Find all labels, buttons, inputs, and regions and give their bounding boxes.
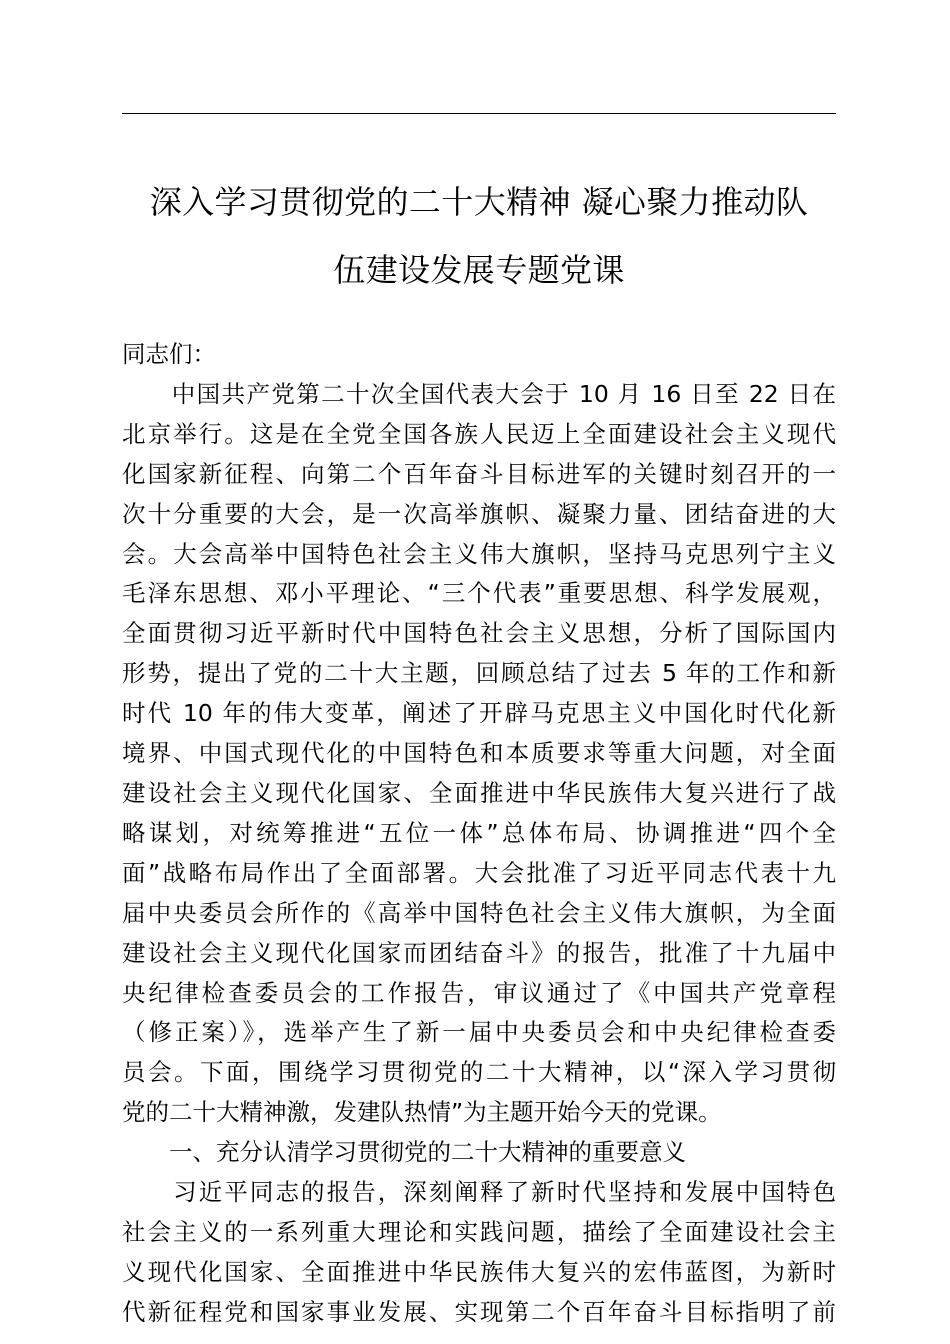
body-line: （修正案）》，选举产生了新一届中央委员会和中央纪律检查委	[122, 1018, 836, 1047]
body-line: 党的二十大精神激，发建队热情”为主题开始今天的党课。	[122, 1098, 722, 1127]
body-line: 员会。下面，围绕学习贯彻党的二十大精神，以“深入学习贯彻	[122, 1058, 836, 1087]
body-line: 建设社会主义现代化国家、全面推进中华民族伟大复兴进行了战	[122, 778, 836, 807]
body-line: 形势，提出了党的二十大主题，回顾总结了过去 5 年的工作和新	[122, 659, 836, 688]
body-line: 次十分重要的大会，是一次高举旗帜、凝聚力量、团结奋进的大	[122, 499, 836, 528]
body-line: 化国家新征程、向第二个百年奋斗目标进军的关键时刻召开的一	[122, 459, 836, 488]
document-body	[122, 335, 842, 1333]
body-line: 央纪律检查委员会的工作报告，审议通过了《中国共产党章程	[122, 978, 836, 1007]
body-line: 略谋划，对统筹推进“五位一体”总体布局、协调推进“四个全	[122, 818, 836, 847]
salutation: 同志们：	[122, 340, 216, 368]
body-line: 时代 10 年的伟大变革，阐述了开辟马克思主义中国化时代化新	[122, 699, 836, 728]
body-line: 毛泽东思想、邓小平理论、“三个代表”重要思想、科学发展观，	[122, 579, 836, 608]
body-line: 建设社会主义现代化国家而团结奋斗》的报告，批准了十九届中	[122, 938, 836, 967]
body-line: 北京举行。这是在全党全国各族人民迈上全面建设社会主义现代	[122, 419, 836, 448]
section-heading: 一、充分认清学习贯彻党的二十大精神的重要意义	[122, 1138, 686, 1167]
body-line: 习近平同志的报告，深刻阐释了新时代坚持和发展中国特色	[122, 1178, 836, 1207]
header-rule	[122, 113, 836, 114]
body-line: 社会主义的一系列重大理论和实践问题，描绘了全面建设社会主	[122, 1217, 836, 1246]
body-line: 届中央委员会所作的《高举中国特色社会主义伟大旗帜，为全面	[122, 898, 836, 927]
title-line: 伍建设发展专题党课	[333, 251, 625, 289]
document-title	[122, 168, 836, 304]
body-line: 境界、中国式现代化的中国特色和本质要求等重大问题，对全面	[122, 739, 836, 768]
body-line: 义现代化国家、全面推进中华民族伟大复兴的宏伟蓝图，为新时	[122, 1257, 836, 1286]
body-line: 代新征程党和国家事业发展、实现第二个百年奋斗目标指明了前	[122, 1297, 836, 1326]
body-line: 中国共产党第二十次全国代表大会于 10 月 16 日至 22 日在	[122, 379, 836, 408]
body-line: 面”战略布局作出了全面部署。大会批准了习近平同志代表十九	[122, 858, 836, 887]
body-line: 全面贯彻习近平新时代中国特色社会主义思想，分析了国际国内	[122, 619, 836, 648]
title-line: 深入学习贯彻党的二十大精神 凝心聚力推动队	[149, 183, 809, 221]
body-line: 会。大会高举中国特色社会主义伟大旗帜，坚持马克思列宁主义	[122, 539, 836, 568]
